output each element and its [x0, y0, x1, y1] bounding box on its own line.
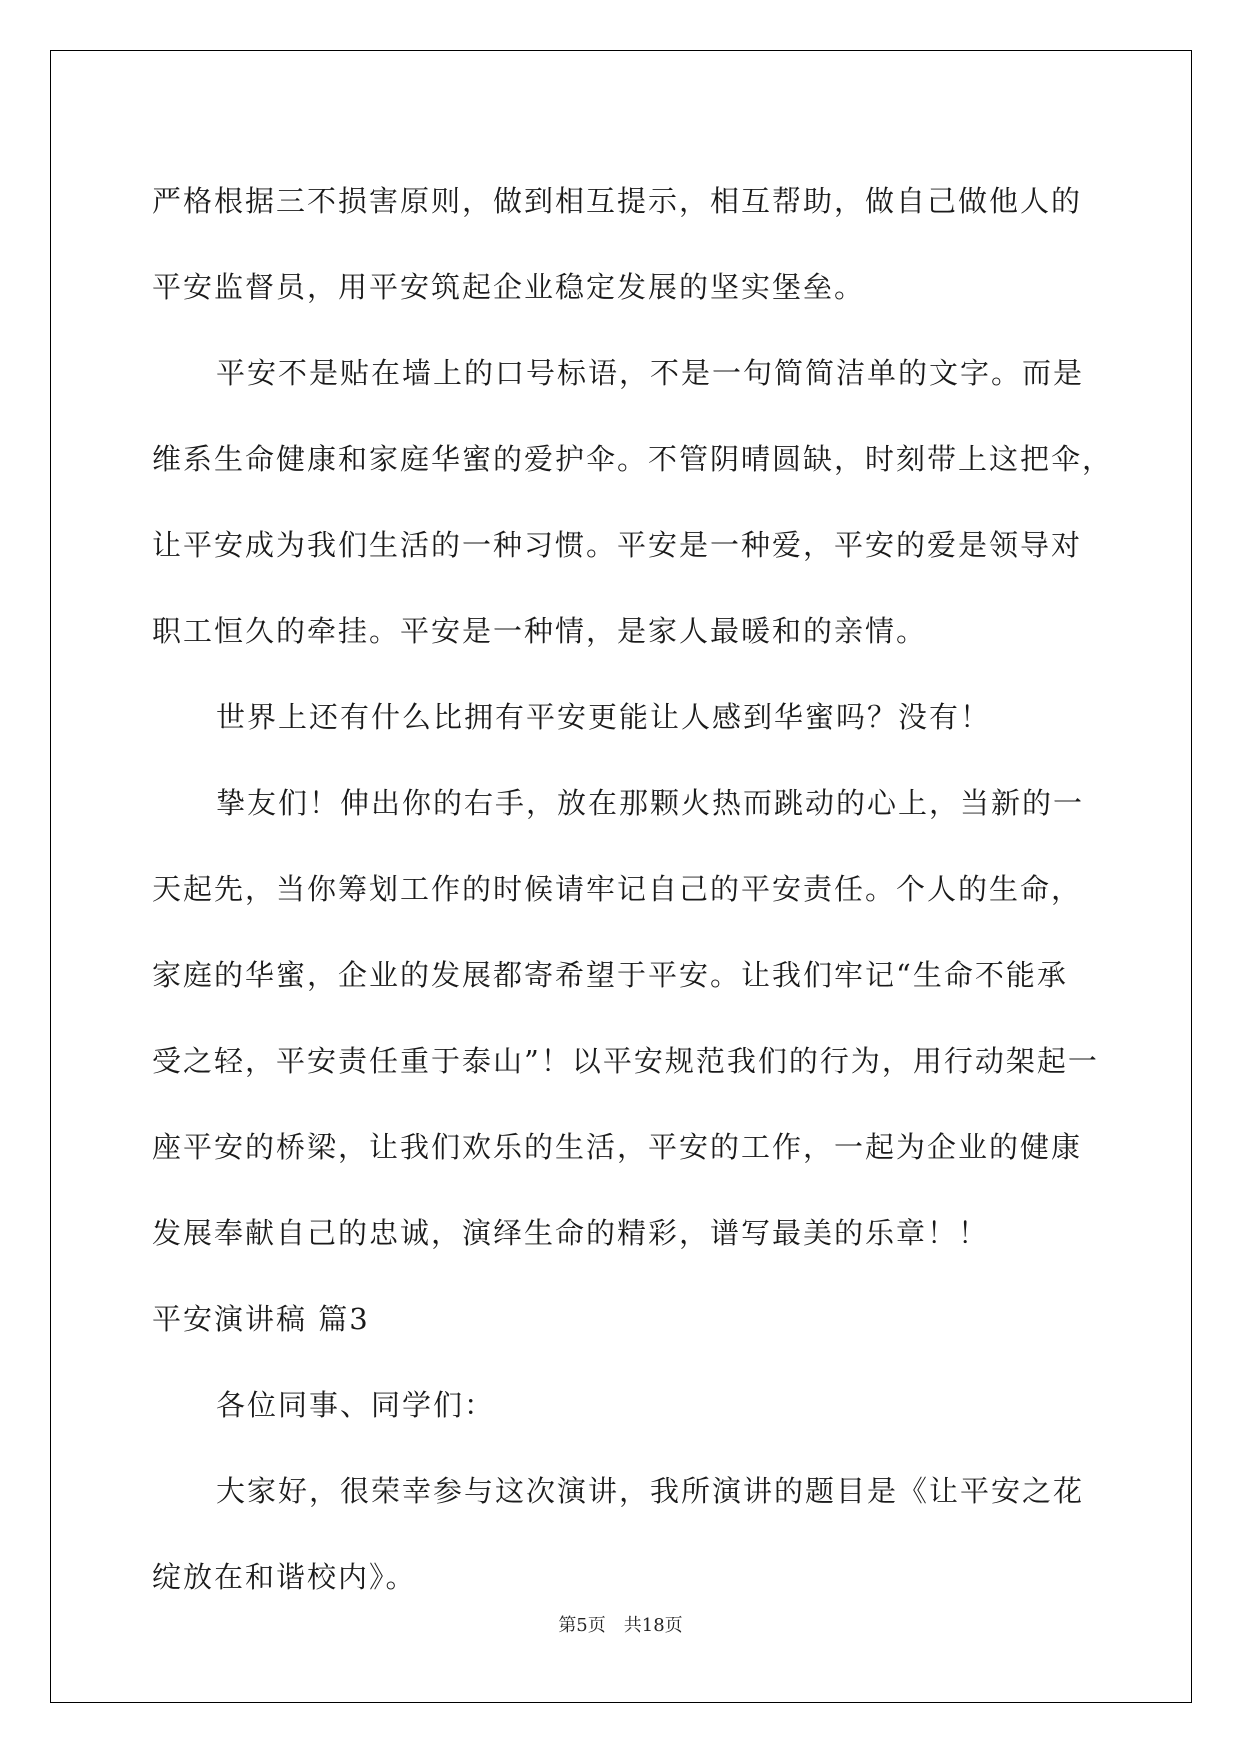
text-line-2: 平安监督员，用平安筑起企业稳定发展的坚实堡垒。 — [152, 270, 866, 304]
text-line-10: 家庭的华蜜，企业的发展都寄希望于平安。让我们牢记“生命不能承 — [152, 958, 1068, 992]
text-line-11: 受之轻，平安责任重于泰山”！以平安规范我们的行为，用行动架起一 — [152, 1044, 1099, 1078]
text-line-7: 世界上还有什么比拥有平安更能让人感到华蜜吗？没有！ — [216, 700, 992, 734]
text-line-14: 各位同事、同学们： — [216, 1388, 496, 1422]
text-line-13: 发展奉献自己的忠诚，演绎生命的精彩，谱写最美的乐章！！ — [152, 1216, 990, 1250]
document-body — [152, 158, 1114, 1620]
text-line-16: 绽放在和谐校内》。 — [152, 1560, 417, 1594]
text-line-5: 让平安成为我们生活的一种习惯。平安是一种爱，平安的爱是领导对 — [152, 528, 1083, 562]
text-line-1: 严格根据三不损害原则，做到相互提示，相互帮助，做自己做他人的 — [152, 184, 1083, 218]
section-heading: 平安演讲稿 篇3 — [152, 1302, 370, 1336]
text-line-3: 平安不是贴在墙上的口号标语，不是一句简简洁单的文字。而是 — [216, 356, 1085, 390]
text-line-9: 天起先，当你筹划工作的时候请牢记自己的平安责任。个人的生命， — [152, 872, 1083, 906]
text-line-15: 大家好，很荣幸参与这次演讲，我所演讲的题目是《让平安之花 — [216, 1474, 1085, 1508]
text-line-4: 维系生命健康和家庭华蜜的爱护伞。不管阴晴圆缺，时刻带上这把伞， — [152, 442, 1114, 476]
text-line-6: 职工恒久的牵挂。平安是一种情，是家人最暖和的亲情。 — [152, 614, 928, 648]
page-number-footer: 第5页 共18页 — [558, 1615, 683, 1636]
text-line-12: 座平安的桥梁，让我们欢乐的生活，平安的工作，一起为企业的健康 — [152, 1130, 1083, 1164]
text-line-8: 挚友们！伸出你的右手，放在那颗火热而跳动的心上，当新的一 — [216, 786, 1085, 820]
